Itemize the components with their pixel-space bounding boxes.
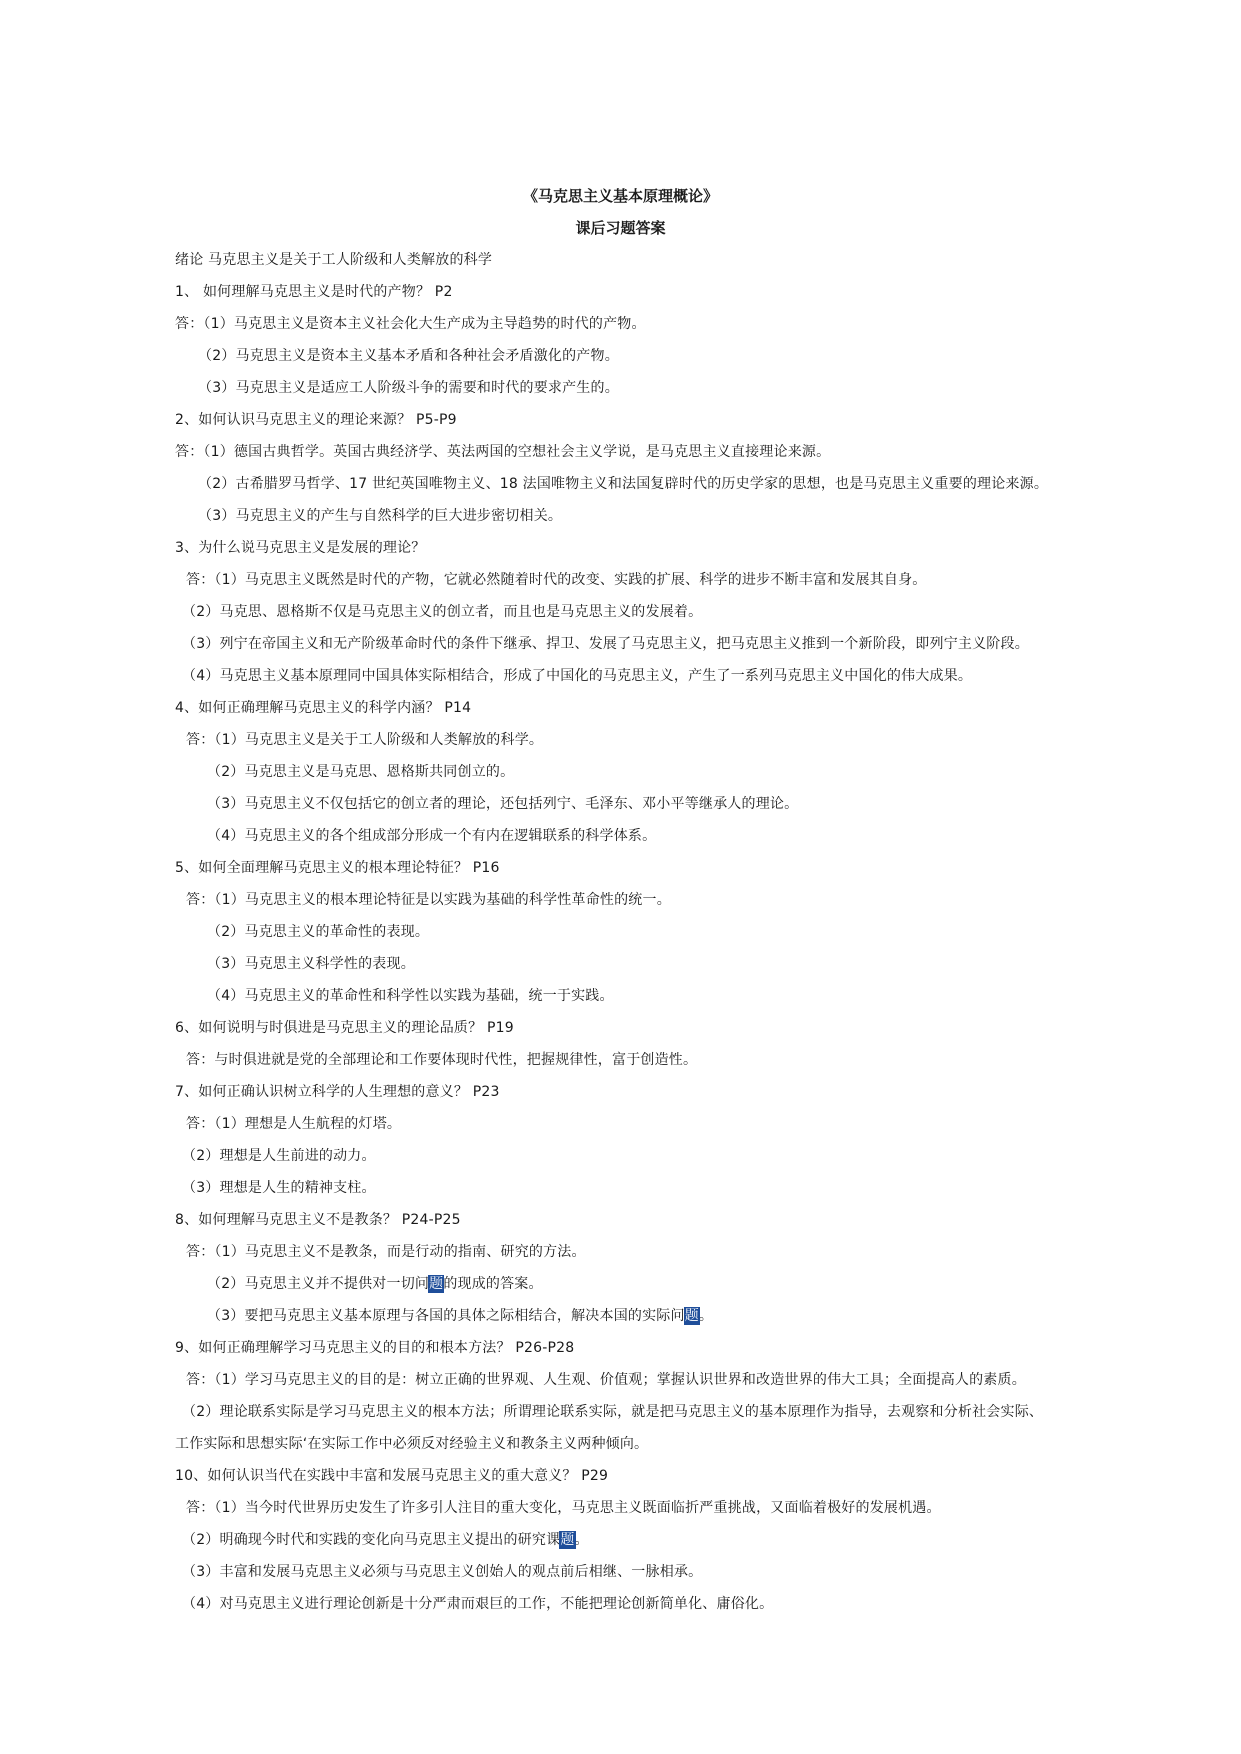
text-line	[175, 1466, 608, 1486]
text-line	[198, 378, 619, 398]
highlighted-text: 题	[429, 1276, 444, 1292]
text-line	[186, 1114, 401, 1134]
text-line	[186, 1370, 1026, 1390]
text-line	[182, 1178, 376, 1198]
text-line	[186, 730, 543, 750]
text-line	[207, 762, 514, 782]
line-text: 1、 如何理解马克思主义是时代的产物？ P2	[175, 284, 453, 300]
highlighted-text: 题	[684, 1308, 699, 1324]
text-line	[182, 602, 702, 622]
line-text: 工作实际和思想实际‘在实际工作中必须反对经验主义和教条主义两种倾向。	[175, 1436, 649, 1452]
text-line	[182, 1146, 376, 1166]
text-line	[175, 538, 426, 558]
intro-heading: 绪论 马克思主义是关于工人阶级和人类解放的科学	[175, 252, 493, 268]
text-line	[175, 282, 453, 302]
line-text: 答：与时俱进就是党的全部理论和工作要体现时代性，把握规律性，富于创造性。	[186, 1052, 698, 1068]
document-title: 《马克思主义基本原理概论》	[522, 187, 718, 205]
line-text: （3）马克思主义科学性的表现。	[207, 956, 415, 972]
text-line	[198, 506, 562, 526]
line-text: 答：（1）马克思主义是资本主义社会化大生产成为主导趋势的时代的产物。	[175, 316, 646, 332]
line-text-tail: 的现成的答案。	[443, 1276, 543, 1292]
text-line	[175, 1018, 514, 1038]
text-line	[186, 1242, 586, 1262]
line-text: 5、如何全面理解马克思主义的根本理论特征？ P16	[175, 860, 500, 876]
line-text: （4）马克思主义的革命性和科学性以实践为基础，统一于实践。	[207, 988, 614, 1004]
line-text-tail: 。	[698, 1308, 714, 1324]
line-text: （2）明确现今时代和实践的变化向马克思主义提出的研究课	[182, 1532, 561, 1548]
text-line	[207, 794, 798, 814]
text-line	[207, 954, 415, 974]
text-line	[207, 1274, 543, 1294]
text-line	[175, 1210, 461, 1230]
text-line	[182, 1530, 589, 1550]
line-text: 7、如何正确认识树立科学的人生理想的意义？ P23	[175, 1084, 500, 1100]
line-text: （3）理想是人生的精神支柱。	[182, 1180, 376, 1196]
text-line	[186, 1050, 697, 1070]
line-text: （2）马克思主义是资本主义基本矛盾和各种社会矛盾激化的产物。	[198, 348, 619, 364]
line-text: 8、如何理解马克思主义不是教条？ P24-P25	[175, 1212, 461, 1228]
line-text: （2）马克思、恩格斯不仅是马克思主义的创立者，而且也是马克思主义的发展着。	[182, 604, 703, 620]
text-line	[175, 1338, 574, 1358]
line-text: 答：（1）理想是人生航程的灯塔。	[186, 1116, 402, 1132]
text-line	[198, 474, 1048, 494]
text-line	[175, 314, 646, 334]
line-text: （2）理论联系实际是学习马克思主义的根本方法；所谓理论联系实际，就是把马克思主义的基本原理作为指导，去观察和分析社会实际、	[182, 1404, 1044, 1420]
line-text: （4）马克思主义基本原理同中国具体实际相结合，形成了中国化的马克思主义，产生了一系列马克思主义中国化的伟大成果。	[182, 668, 973, 684]
line-text: （3）丰富和发展马克思主义必须与马克思主义创始人的观点前后相继、一脉相承。	[182, 1564, 703, 1580]
text-line	[186, 570, 927, 590]
line-text: （3）马克思主义不仅包括它的创立者的理论，还包括列宁、毛泽东、邓小平等继承人的理论。	[207, 796, 799, 812]
line-text: （2）马克思主义是马克思、恩格斯共同创立的。	[207, 764, 515, 780]
text-line	[198, 346, 619, 366]
line-text: （4）对马克思主义进行理论创新是十分严肃而艰巨的工作，不能把理论创新简单化、庸俗化。	[182, 1596, 774, 1612]
text-line	[207, 826, 656, 846]
line-text: （3）要把马克思主义基本原理与各国的具体之际相结合，解决本国的实际问	[207, 1308, 685, 1324]
text-line	[182, 666, 972, 686]
line-text: 答：（1）马克思主义的根本理论特征是以实践为基础的科学性革命性的统一。	[186, 892, 671, 908]
text-line	[175, 698, 471, 718]
line-text: 9、如何正确理解学习马克思主义的目的和根本方法？ P26-P28	[175, 1340, 575, 1356]
text-line	[175, 1082, 500, 1102]
line-text: 答：（1）学习马克思主义的目的是：树立正确的世界观、人生观、价值观；掌握认识世界和改造世界的伟大工具；全面提高人的素质。	[186, 1372, 1026, 1388]
line-text: 答：（1）马克思主义是关于工人阶级和人类解放的科学。	[186, 732, 544, 748]
text-line	[175, 410, 457, 430]
text-line	[186, 890, 671, 910]
line-text: 3、为什么说马克思主义是发展的理论？	[175, 540, 426, 556]
line-text: （2）理想是人生前进的动力。	[182, 1148, 376, 1164]
text-line	[186, 1498, 941, 1518]
line-text: 4、如何正确理解马克思主义的科学内涵？ P14	[175, 700, 472, 716]
line-text: 6、如何说明与时俱进是马克思主义的理论品质？ P19	[175, 1020, 514, 1036]
text-line	[182, 1594, 773, 1614]
line-text: 答：（1）马克思主义不是教条，而是行动的指南、研究的方法。	[186, 1244, 586, 1260]
line-text: （4）马克思主义的各个组成部分形成一个有内在逻辑联系的科学体系。	[207, 828, 657, 844]
text-line	[175, 442, 830, 462]
text-line	[182, 634, 1029, 654]
text-line	[182, 1402, 1043, 1422]
text-line	[175, 858, 500, 878]
line-text: 答：（1）德国古典哲学。英国古典经济学、英法两国的空想社会主义学说，是马克思主义直接理论来源。	[175, 444, 831, 460]
line-text: 答：（1）马克思主义既然是时代的产物，它就必然随着时代的改变、实践的扩展、科学的进步不断丰富和发展其自身。	[186, 572, 927, 588]
line-text: （3）列宁在帝国主义和无产阶级革命时代的条件下继承、捍卫、发展了马克思主义，把马克思主义推到一个新阶段，即列宁主义阶段。	[182, 636, 1029, 652]
line-text: 10、如何认识当代在实践中丰富和发展马克思主义的重大意义？ P29	[175, 1468, 609, 1484]
document-subtitle: 课后习题答案	[575, 219, 666, 237]
text-line	[207, 986, 614, 1006]
line-text: （2）马克思主义并不提供对一切问	[207, 1276, 430, 1292]
text-line	[207, 922, 429, 942]
line-text: （3）马克思主义的产生与自然科学的巨大进步密切相关。	[198, 508, 563, 524]
line-text: 答：（1）当今时代世界历史发生了许多引人注目的重大变化，马克思主义既面临折严重挑战，又面临着极好的发展机遇。	[186, 1500, 941, 1516]
highlighted-text: 题	[560, 1532, 575, 1548]
text-line	[175, 1434, 648, 1454]
text-line	[182, 1562, 702, 1582]
line-text: 2、如何认识马克思主义的理论来源？ P5-P9	[175, 412, 457, 428]
line-text: （2）古希腊罗马哲学、17 世纪英国唯物主义、18 法国唯物主义和法国复辟时代的历史学家的思想，也是马克思主义重要的理论来源。	[198, 476, 1049, 492]
text-line	[207, 1306, 713, 1326]
line-text: （3）马克思主义是适应工人阶级斗争的需要和时代的要求产生的。	[198, 380, 619, 396]
line-text-tail: 。	[574, 1532, 589, 1548]
line-text: （2）马克思主义的革命性的表现。	[207, 924, 430, 940]
